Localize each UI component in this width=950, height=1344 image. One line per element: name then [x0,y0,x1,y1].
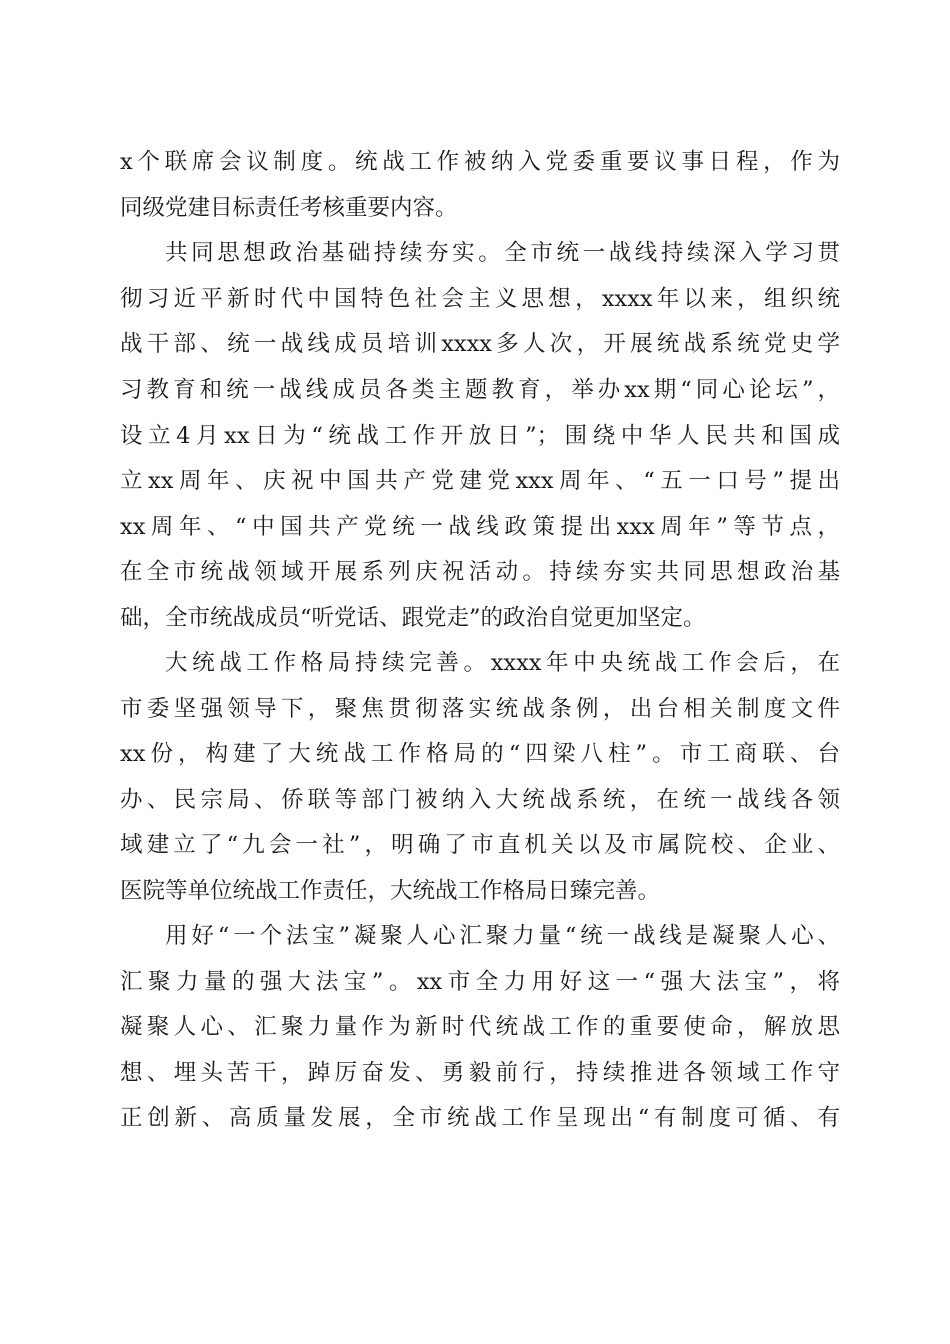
paragraph-start-line: 大统战工作格局持续完善。xxxx年中央统战工作会后，在 [165,650,840,676]
text-line: xx周年、“中国共产党统一战线政策提出xxx周年”等节点， [120,514,840,540]
text-line: 战干部、统一战线成员培训xxxx多人次，开展统战系统党史学 [120,331,840,357]
text-line: xx份，构建了大统战工作格局的“四梁八柱”。市工商联、台 [120,741,840,767]
text-line: 同级党建目标责任考核重要内容。 [120,195,458,221]
text-line: 正创新、高质量发展，全市统战工作呈现出“有制度可循、有 [120,1105,840,1131]
text-line: 习教育和统一战线成员各类主题教育，举办xx期“同心论坛”， [120,377,840,403]
text-line: 医院等单位统战工作责任，大统战工作格局日臻完善。 [120,878,661,904]
text-line: 在全市统战领域开展系列庆祝活动。持续夯实共同思想政治基 [120,559,840,585]
text-line: 础，全市统战成员“听党话、跟党走”的政治自觉更加坚定。 [120,605,706,631]
text-line: 办、民宗局、侨联等部门被纳入大统战系统，在统一战线各领 [120,787,840,813]
text-line: 想、埋头苦干，踔厉奋发、勇毅前行，持续推进各领域工作守 [120,1060,840,1086]
text-line: 立xx周年、庆祝中国共产党建党xxx周年、“五一口号”提出 [120,468,840,494]
text-line: 彻习近平新时代中国特色社会主义思想，xxxx年以来，组织统 [120,286,840,312]
text-line: x个联席会议制度。统战工作被纳入党委重要议事日程，作为 [120,149,840,175]
text-line: 域建立了“九会一社”，明确了市直机关以及市属院校、企业、 [120,832,840,858]
text-line: 凝聚人心、汇聚力量作为新时代统战工作的重要使命，解放思 [120,1014,840,1040]
paragraph-start-line: 用好“一个法宝”凝聚人心汇聚力量“统一战线是凝聚人心、 [165,923,840,949]
text-line: 市委坚强领导下，聚焦贯彻落实统战条例，出台相关制度文件 [120,696,840,722]
text-line: 设立4月xx日为“统战工作开放日”；围绕中华人民共和国成 [120,423,840,449]
text-line: 汇聚力量的强大法宝”。xx市全力用好这一“强大法宝”，将 [120,969,840,995]
paragraph-start-line: 共同思想政治基础持续夯实。全市统一战线持续深入学习贯 [165,240,840,266]
